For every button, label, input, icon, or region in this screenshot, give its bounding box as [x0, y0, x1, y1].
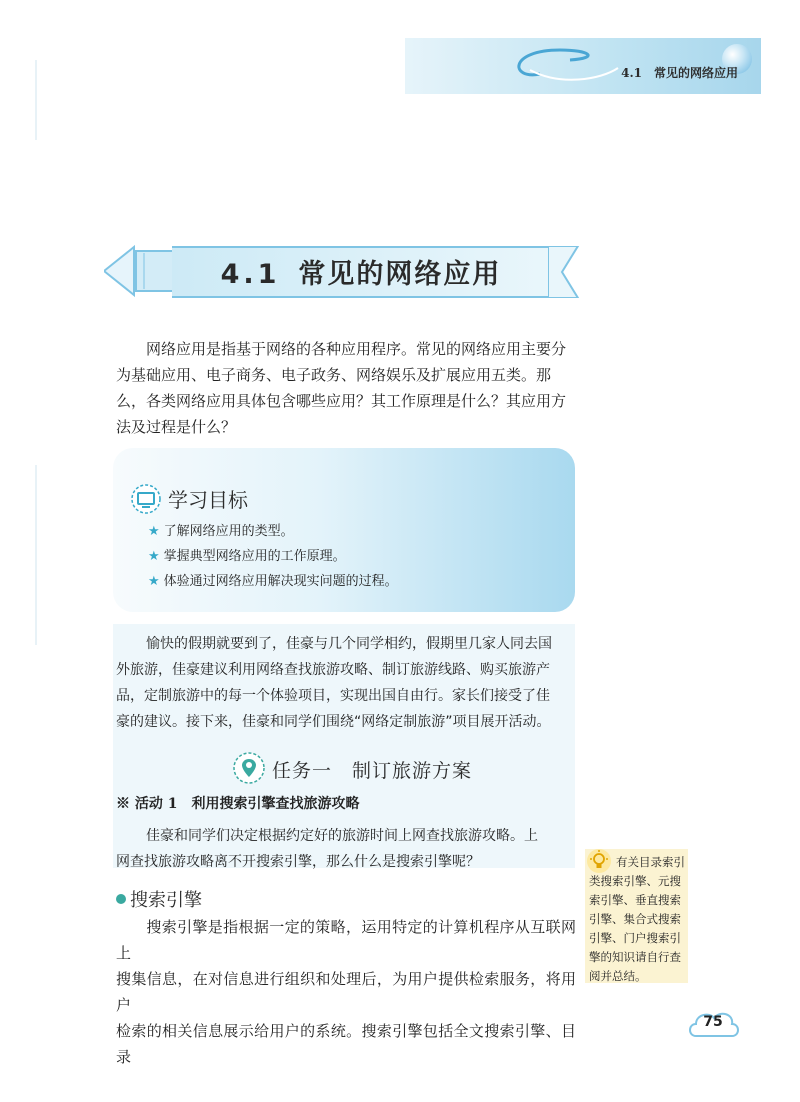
task-heading	[272, 756, 472, 783]
text-line: 豪的建议。接下来，佳豪和同学们围绕“网络定制旅游”项目展开活动。	[116, 714, 551, 730]
scenario-paragraph	[116, 631, 572, 735]
text-line: 愉快的假期就要到了，佳豪与几个同学相约，假期里几家人同去国	[146, 636, 552, 652]
learning-goals-title: 学习目标	[168, 488, 248, 512]
text-line: 么，各类网络应用具体包含哪些应用？其工作原理是什么？其应用方	[116, 392, 567, 410]
activity-paragraph	[116, 823, 572, 875]
monitor-icon	[131, 484, 161, 514]
text-line: 类搜索引擎、元搜	[589, 874, 681, 888]
text-line: 引擎、集合式搜索	[589, 912, 681, 926]
task-label: 任务一	[272, 760, 333, 782]
sub-heading: 搜索引擎	[130, 890, 202, 911]
text-line: 引擎、门户搜索引	[589, 931, 681, 945]
text-line: 搜索引擎是指根据一定的策略，运用特定的计算机程序从互联网上	[116, 918, 576, 962]
task-title: 制订旅游方案	[352, 760, 473, 782]
banner-ribbon-notch	[548, 246, 580, 298]
side-note-text	[589, 853, 688, 986]
margin-rule	[35, 465, 37, 645]
text-line: 有关目录索引	[616, 855, 685, 869]
goal-item: ★ 体验通过网络应用解决现实问题的过程。	[148, 574, 398, 589]
section-title-text: 常见的网络应用	[298, 259, 502, 290]
star-icon: ★	[148, 524, 160, 539]
location-pin-icon	[232, 751, 266, 785]
text-line: 外旅游，佳豪建议利用网络查找旅游攻略、制订旅游线路、购买旅游产	[116, 662, 550, 678]
activity-heading: ※ 活动 1 利用搜索引擎查找旅游攻略	[116, 796, 360, 812]
text-line: 擎的知识请自行查	[589, 950, 681, 964]
star-icon: ★	[148, 574, 160, 589]
star-icon: ★	[148, 549, 160, 564]
margin-rule	[35, 60, 37, 140]
text-line: 搜集信息，在对信息进行组织和处理后，为用户提供检索服务，将用户	[116, 970, 576, 1014]
text-line: 索引擎、垂直搜索	[589, 893, 681, 907]
bullet-icon	[116, 894, 126, 904]
text-line: 佳豪和同学们决定根据约定好的旅游时间上网查找旅游攻略。上	[146, 828, 538, 844]
banner-ribbon-tail	[104, 243, 176, 299]
text-line: 网查找旅游攻略离不开搜索引擎，那么什么是搜索引擎呢？	[116, 854, 480, 870]
text-line: 阅并总结。	[589, 969, 647, 983]
running-title: 4.1 常见的网络应用	[621, 66, 738, 80]
text-line: 为基础应用、电子商务、电子政务、网络娱乐及扩展应用五类。那	[116, 366, 552, 384]
goal-item: ★ 了解网络应用的类型。	[148, 524, 294, 539]
text-line: 品，定制旅游中的每一个体验项目，实现出国自由行。家长们接受了佳	[116, 688, 550, 704]
page-number: 75	[703, 1014, 723, 1030]
search-engine-paragraph	[116, 914, 576, 1070]
text-line: 法及过程是什么？	[116, 418, 237, 436]
section-title	[172, 252, 550, 291]
header-swoosh-icon	[500, 40, 620, 90]
text-line: 网络应用是指基于网络的各种应用程序。常见的网络应用主要分	[146, 340, 567, 358]
text-line: 检索的相关信息展示给用户的系统。搜索引擎包括全文搜索引擎、目录	[116, 1022, 576, 1066]
section-number: 4.1	[220, 259, 281, 290]
goal-item: ★ 掌握典型网络应用的工作原理。	[148, 549, 346, 564]
intro-paragraph	[116, 336, 574, 440]
